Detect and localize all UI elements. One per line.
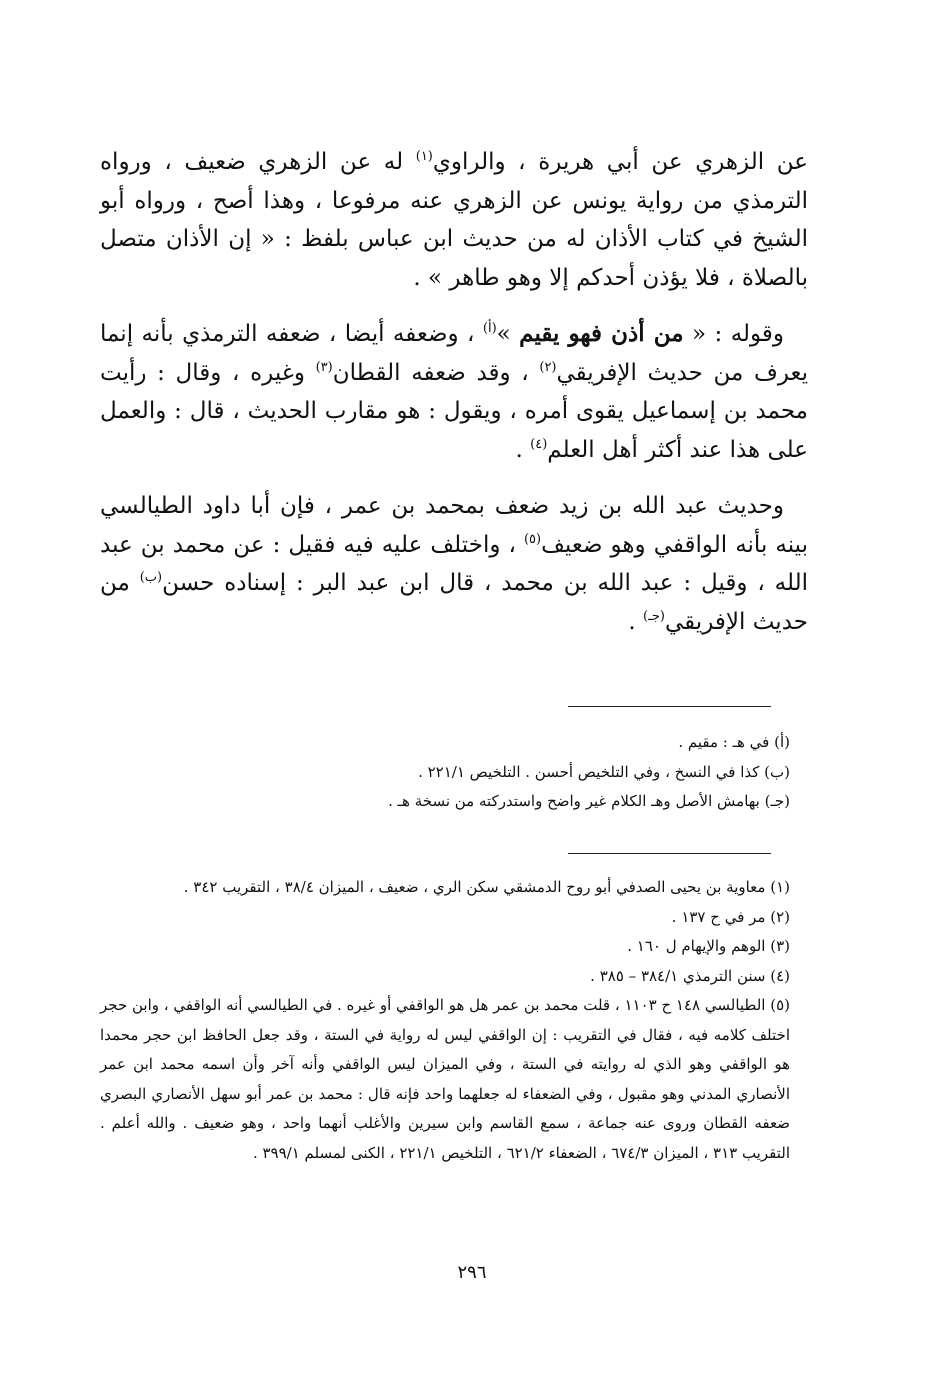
paragraph-3 xyxy=(100,487,808,641)
page-number: ٢٩٦ xyxy=(457,1262,487,1283)
paragraph-text: ، وقد ضعفه القطان xyxy=(332,359,540,386)
hadith-quote: من أذن فهو يقيم xyxy=(519,320,684,347)
variant-ref-c: (جـ) xyxy=(643,608,665,624)
paragraph-1 xyxy=(100,143,808,297)
paragraph-2 xyxy=(100,315,808,469)
paragraph-text: من حديث الإفريقي xyxy=(100,570,808,635)
footnote: (٢) مر في ح ١٣٧ . xyxy=(671,907,790,926)
variant-note: (أ) في هـ : مقيم . xyxy=(678,733,790,751)
variant-note: (جـ) بهامش الأصل وهـ الكلام غير واضح واستدركته من نسخة هـ . xyxy=(388,792,790,810)
paragraph-text: وغيره ، وقال : رأيت محمد بن إسماعيل يقوى أمره ، ويقول : هو مقارب الحديث ، قال : والعمل على هذا عند أكثر أهل العلم xyxy=(100,359,808,463)
footnote-ref-1: (١) xyxy=(415,149,433,164)
variant-ref-a: (أ) xyxy=(482,321,497,336)
paragraph-text: له عن الزهري ضعيف ، ورواه الترمذي من رواية يونس عن الزهري عنه مرفوعا ، وهذا أصح ، ورواه أبو الشيخ في كتاب الأذان له من حديث ابن عباس بلفظ : « إن الأذان متصل بالصلاة ، فلا يؤذن أحدكم إلا وهو طاهر » . xyxy=(100,149,808,291)
footnotes-divider xyxy=(568,853,771,854)
footnote: (٣) الوهم والإيهام ل ١٦٠ . xyxy=(627,937,790,955)
footnote: (٥) الطيالسي ١٤٨ ح ١١٠٣ ، قلت محمد بن عمر هل هو الواقفي أو غيره . في الطيالسي أنه الواقفي ، وابن حجر اختلف كلامه فيه ، فقال في التقريب : إن الواقفي ليس له رواية في الستة ، وقد جعل الحافظ ابن حجر محمدا هو الواقفي وهو الذي له روايته في الستة ، وفي الميزان ليس الواقفي وأنه آخر وأن اسمه محمد ابن عمر الأنصاري المدني وهو مقبول ، وفي الضعفاء له جعلهما واحد فإنه قال : محمد بن عمر أبو سهل الأنصاري البصري ضعفه القطان وروى عنه جماعة ، سمع القاسم وابن سيرين والأغلب أنهما واحد ، وهو ضعيف . والله أعلم . التقريب ٣١٣ ، الميزان ٦٧٤/٣ ، الضعفاء ٦٢١/٢ ، التلخيص ٢٢١/١ ، الكنى لمسلم ٣٩٩/١ . xyxy=(100,996,790,1162)
variant-ref-b: (ب) xyxy=(139,570,163,585)
footnotes xyxy=(100,873,790,1168)
variant-notes xyxy=(150,728,790,817)
footnote: (٤) سنن الترمذي ٣٨٤/١ – ٣٨٥ . xyxy=(590,966,790,985)
paragraph-text: عن الزهري عن أبي هريرة ، والراوي xyxy=(432,149,808,175)
footnote-ref-2: (٢) xyxy=(539,359,557,375)
footnote-ref-3: (٣) xyxy=(315,359,333,375)
paragraph-text: . xyxy=(628,608,643,635)
paragraph-text: » xyxy=(496,321,520,347)
footnote: (١) معاوية بن يحيى الصدفي أبو روح الدمشقي سكن الري ، ضعيف ، الميزان ٣٨/٤ ، التقريب ٣٤٢ . xyxy=(183,878,790,896)
variant-note: (ب) كذا في النسخ ، وفي التلخيص أحسن . التلخيص ٢٢١/١ . xyxy=(418,762,790,781)
paragraph-text: ، واختلف عليه فيه فقيل : عن محمد بن عبد الله ، وقيل : عبد الله بن محمد ، قال ابن عبد البر : إسناده حسن xyxy=(100,531,809,596)
variant-notes-divider xyxy=(568,706,771,707)
paragraph-text: ، وضعفه أيضا ، ضعفه الترمذي بأنه إنما يعرف من حديث الإفريقي xyxy=(100,321,809,386)
paragraph-text: وحديث عبد الله بن زيد ضعف بمحمد بن عمر ، فإن أبا داود الطيالسي بينه بأنه الواقفي وهو ضعيف xyxy=(100,493,808,558)
paragraph-text: . xyxy=(515,436,531,463)
paragraph-text: وقوله : « xyxy=(683,321,785,347)
footnote-ref-4: (٤) xyxy=(530,436,548,452)
footnote-ref-5: (٥) xyxy=(523,531,542,547)
main-text xyxy=(100,143,808,659)
